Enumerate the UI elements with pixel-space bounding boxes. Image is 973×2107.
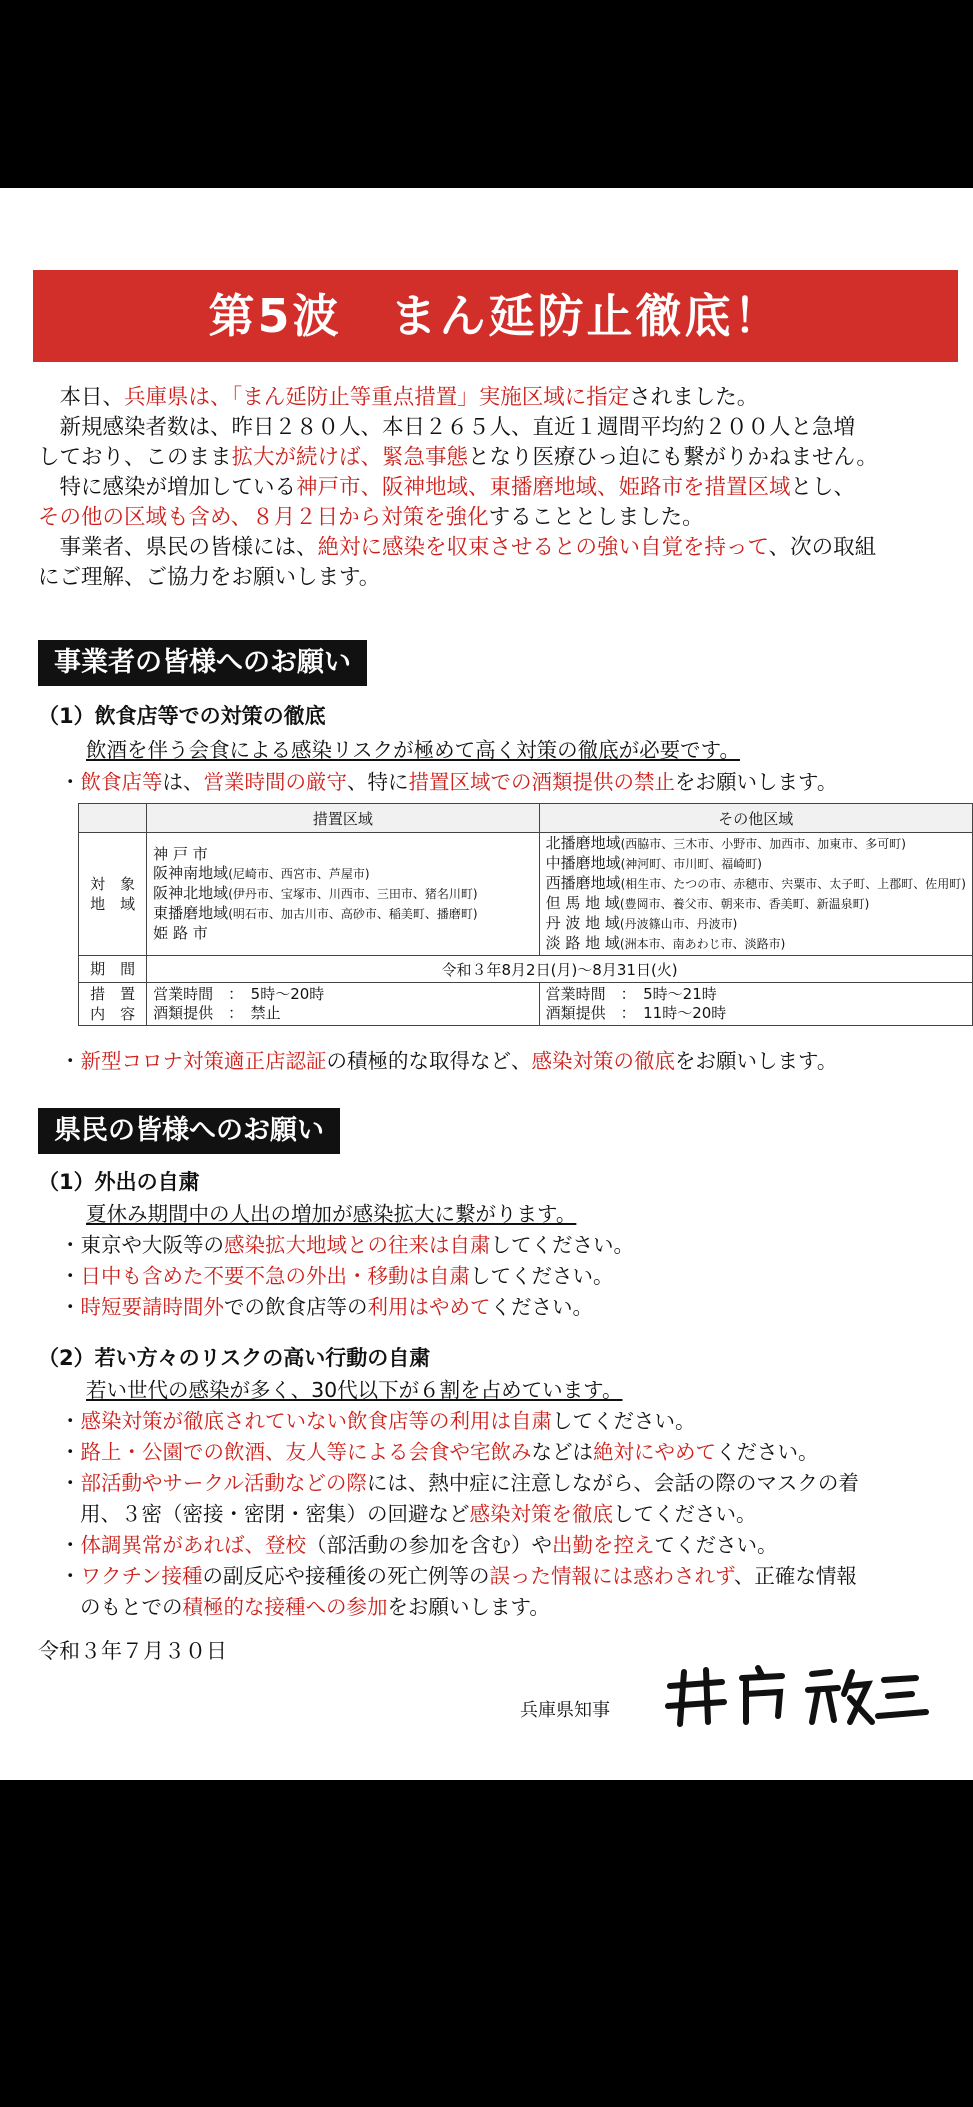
text-span: 、正確な情報: [733, 1564, 857, 1588]
text-span: 拡大が続けば、緊急事態: [231, 445, 469, 470]
text-span: 措置区域での酒類提供の禁止: [408, 770, 675, 794]
intro-line: [38, 443, 973, 473]
text-span: 利用はやめて: [367, 1295, 491, 1319]
text-span: 感染対策を徹底: [469, 1502, 613, 1526]
text-span: 出勤を控え: [552, 1533, 655, 1557]
text-span: 事業者、県民の皆様には、: [59, 535, 318, 560]
business-bullet-1: [60, 765, 837, 795]
text-span: (豊岡市、養父市、朝来市、香美町、新温泉町): [619, 897, 870, 911]
text-span: は、: [162, 770, 204, 794]
business-bullet-2: [60, 1044, 837, 1074]
business-statement: 飲酒を伴う会食による感染リスクが極めて高く対策の徹底が必要です。: [86, 738, 740, 762]
text-span: 体調異常があれば、登校: [80, 1533, 306, 1557]
text-span: 西播磨地域: [545, 874, 621, 892]
region-item: 神 戸 市: [153, 845, 208, 863]
text-span: ・: [60, 1264, 81, 1288]
text-span: ワクチン接種: [80, 1564, 203, 1588]
text-span: (神河町、市川町、福崎町): [620, 857, 762, 871]
measure-regions-cell: [147, 833, 539, 956]
region-item: [546, 874, 966, 894]
text-span: (相生市、たつの市、赤穂市、宍粟市、太子町、上郡町、佐用町): [620, 877, 966, 891]
measures-table: [78, 803, 973, 1026]
text-span: てください。: [654, 1533, 778, 1557]
text-span: 特に感染が増加している: [59, 475, 297, 500]
content-item: 営業時間 ： 5時～21時: [545, 985, 717, 1003]
residents-bullet-8: [60, 1559, 857, 1589]
text-span: 淡 路 地 域: [545, 934, 620, 952]
text-span: のもとでの: [80, 1595, 183, 1619]
text-span: 新型コロナ対策適正店認証: [80, 1049, 327, 1073]
region-item: 姫 路 市: [153, 924, 208, 942]
table-row-label: 対 象 地 域: [79, 833, 147, 956]
residents-subheading-2: （2）若い方々のリスクの高い行動の自粛: [38, 1346, 431, 1370]
text-span: での飲食店等の: [224, 1295, 368, 1319]
business-section-heading: 事業者の皆様へのお願い: [38, 640, 367, 686]
residents-bullet-4: [60, 1404, 696, 1434]
text-span: 、特に: [347, 770, 409, 794]
text-span: ・: [60, 1471, 81, 1495]
text-span: 営業時間の厳守: [203, 770, 347, 794]
residents-subheading-1: （1）外出の自粛: [38, 1170, 200, 1194]
governor-signature: [662, 1664, 932, 1728]
text-span: (明石市、加古川市、高砂市、稲美町、播磨町): [228, 907, 478, 921]
intro-text: [38, 383, 973, 593]
headline-banner: 第5波 まん延防止徹底！: [33, 270, 958, 362]
residents-statement-2: 若い世代の感染が多く、30代以下が６割を占めています。: [86, 1378, 623, 1402]
table-row-label: 措 置 内 容: [79, 983, 147, 1026]
text-span: （部活動の参加を含む）や: [306, 1533, 552, 1557]
residents-bullet-6-cont: [80, 1497, 757, 1527]
text-span: をお願いします。: [675, 1049, 838, 1073]
text-span: してください。: [613, 1502, 757, 1526]
text-span: その他の区域も含め、８月２日から対策を強化: [38, 505, 489, 530]
text-span: 阪神南地域: [153, 864, 229, 882]
text-span: 感染対策の徹底: [531, 1049, 675, 1073]
text-span: 但 馬 地 域: [545, 894, 620, 912]
text-span: 感染対策が徹底されていない飲食店等の利用は自粛: [80, 1409, 552, 1433]
text-span: 部活動やサークル活動などの際: [80, 1471, 367, 1495]
text-span: とし、: [790, 475, 856, 500]
text-span: をお願いします。: [675, 770, 838, 794]
intro-line: [38, 533, 973, 563]
text-span: (尼崎市、西宮市、芦屋市): [228, 867, 370, 881]
residents-bullet-5: [60, 1435, 819, 1465]
table-header-measure: 措置区域: [147, 804, 539, 833]
period-cell: 令和３年8月2日(月)～8月31日(火): [147, 956, 973, 983]
table-header-row: [79, 804, 973, 833]
intro-line: [38, 413, 973, 443]
text-span: 阪神北地域: [153, 884, 229, 902]
text-span: ・: [60, 1049, 81, 1073]
region-item: [153, 884, 532, 904]
text-span: ください。: [716, 1440, 819, 1464]
table-row-label: 期 間: [79, 956, 147, 983]
text-span: 東播磨地域: [153, 904, 229, 922]
measure-content-cell: [147, 983, 539, 1026]
region-item: [153, 864, 532, 884]
text-span: (西脇市、三木市、小野市、加西市、加東市、多可町): [620, 837, 906, 851]
text-span: 、次の取組: [768, 535, 877, 560]
text-span: (丹波篠山市、丹波市): [619, 917, 738, 931]
text-span: しており、このまま: [38, 445, 232, 470]
text-span: 積極的な接種への参加: [182, 1595, 388, 1619]
text-span: ください。: [490, 1295, 593, 1319]
text-span: ・: [60, 1440, 81, 1464]
residents-bullet-1: [60, 1228, 634, 1258]
text-span: ・: [60, 770, 81, 794]
residents-section-heading: 県民の皆様へのお願い: [38, 1108, 340, 1154]
text-span: 丹 波 地 域: [545, 914, 620, 932]
intro-line: [38, 563, 973, 593]
text-span: ・: [60, 1564, 81, 1588]
governor-title: 兵庫県知事: [520, 1700, 610, 1721]
table-header-other: その他区域: [539, 804, 972, 833]
region-item: [546, 854, 966, 874]
text-span: してください。: [552, 1409, 696, 1433]
business-subheading-1: （1）飲食店等での対策の徹底: [38, 704, 326, 728]
text-span: 兵庫県は、「まん延防止等重点措置」実施区域に指定: [124, 385, 630, 410]
text-span: 中播磨地域: [545, 854, 621, 872]
text-span: 新規感染者数は、昨日２８０人、本日２６５人、直近１週間平均約２００人と急増: [59, 415, 856, 440]
text-span: 絶対に感染を収束させるとの強い自覚を持って: [317, 535, 769, 560]
text-span: してください。: [490, 1233, 634, 1257]
text-span: ・東京や大阪等の: [60, 1233, 224, 1257]
region-item: [546, 894, 966, 914]
other-regions-cell: [539, 833, 972, 956]
text-span: ・: [60, 1409, 81, 1433]
text-span: 日中も含めた不要不急の外出・移動は自粛: [80, 1264, 470, 1288]
table-row: [79, 833, 973, 956]
residents-bullet-2: [60, 1259, 614, 1289]
text-span: 用、３密（密接・密閉・密集）の回避など: [80, 1502, 470, 1526]
region-item: [546, 934, 966, 954]
text-span: 神戸市、阪神地域、東播磨地域、姫路市を措置区域: [296, 475, 791, 500]
text-span: 感染拡大地域との往来は自粛: [224, 1233, 491, 1257]
text-span: などは: [531, 1440, 593, 1464]
text-span: の積極的な取得など、: [326, 1049, 532, 1073]
intro-line: [38, 503, 973, 533]
content-item: 営業時間 ： 5時～20時: [153, 985, 325, 1003]
text-span: をお願いします。: [387, 1595, 550, 1619]
text-span: 誤った情報には惑わされず: [489, 1564, 734, 1588]
intro-line: [38, 383, 973, 413]
text-span: 北播磨地域: [545, 834, 621, 852]
residents-bullet-6: [60, 1466, 859, 1496]
content-item: 酒類提供 ： 禁止: [153, 1004, 281, 1022]
region-item: [546, 834, 966, 854]
text-span: 時短要請時間外: [80, 1295, 224, 1319]
notice-document: [0, 188, 973, 1780]
residents-bullet-7: [60, 1528, 778, 1558]
text-span: 飲食店等: [80, 770, 163, 794]
residents-statement-1: 夏休み期間中の人出の増加が感染拡大に繋がります。: [86, 1202, 577, 1226]
region-item: [153, 904, 532, 924]
residents-bullet-3: [60, 1290, 593, 1320]
issue-date: 令和３年７月３０日: [38, 1639, 227, 1663]
text-span: となり医療ひっ迫にも繋がりかねません。: [468, 445, 878, 470]
text-span: ・: [60, 1295, 81, 1319]
text-span: (伊丹市、宝塚市、川西市、三田市、猪名川町): [228, 887, 478, 901]
residents-bullet-8-cont: [80, 1590, 550, 1620]
table-corner-cell: [79, 804, 147, 833]
text-span: ・: [60, 1533, 81, 1557]
table-row: [79, 956, 973, 983]
content-item: 酒類提供 ： 11時～20時: [545, 1004, 727, 1022]
text-span: 路上・公園での飲酒、友人等による会食や宅飲み: [80, 1440, 532, 1464]
region-item: [546, 914, 966, 934]
text-span: することとしました。: [488, 505, 704, 530]
text-span: (洲本市、南あわじ市、淡路市): [619, 937, 786, 951]
table-row: [79, 983, 973, 1026]
text-span: 本日、: [59, 385, 125, 410]
other-content-cell: [539, 983, 972, 1026]
text-span: にご理解、ご協力をお願いします。: [38, 565, 381, 590]
text-span: 絶対にやめて: [593, 1440, 716, 1464]
text-span: には、熱中症に注意しながら、会話の際のマスクの着: [366, 1471, 859, 1495]
text-span: の副反応や接種後の死亡例等の: [202, 1564, 490, 1588]
text-span: してください。: [470, 1264, 614, 1288]
intro-line: [38, 473, 973, 503]
text-span: されました。: [629, 385, 759, 410]
